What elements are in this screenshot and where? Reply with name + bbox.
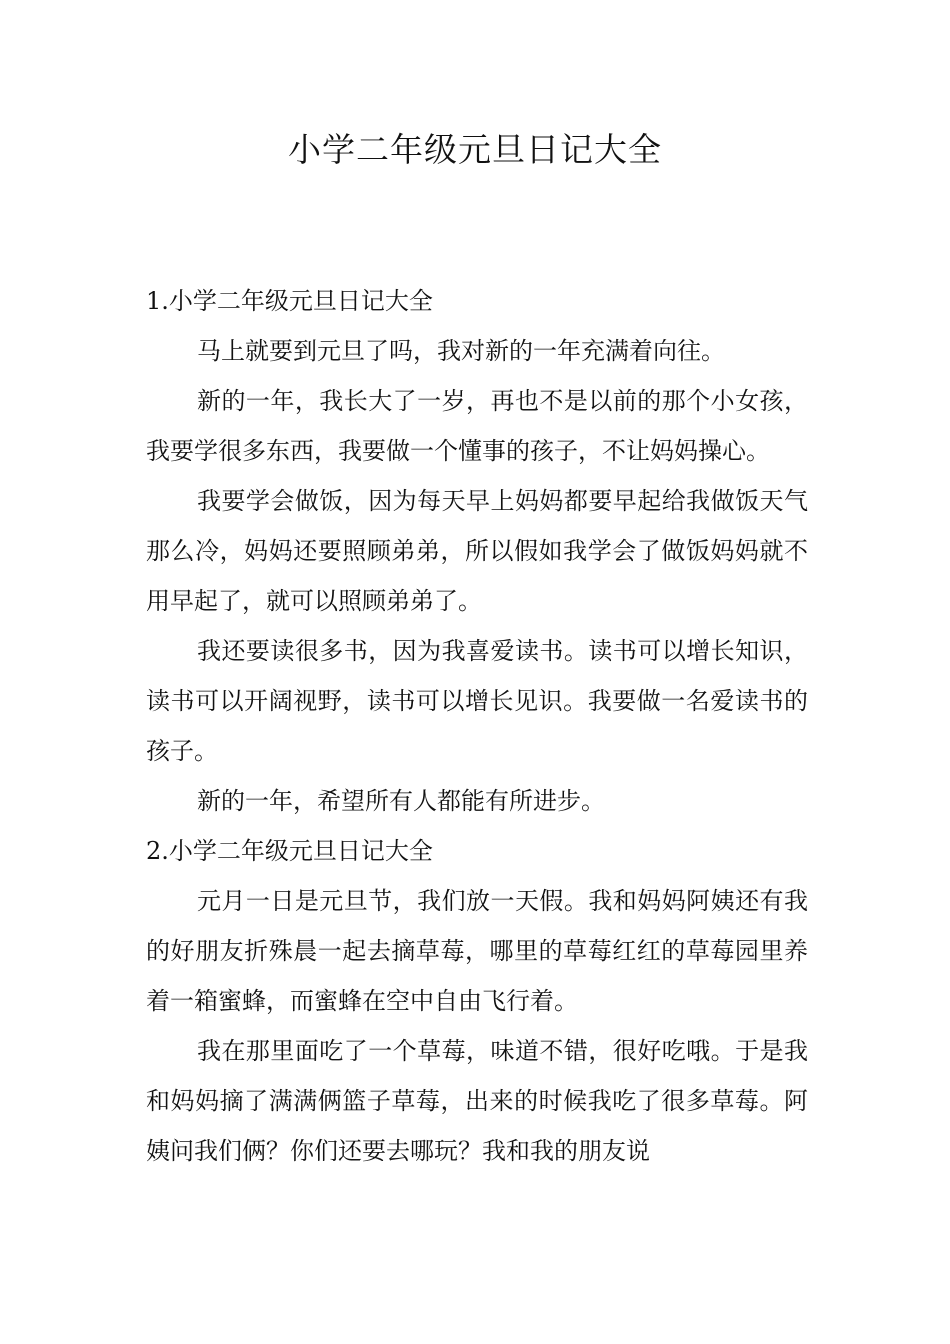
- paragraph: 马上就要到元旦了吗，我对新的一年充满着向往。: [197, 337, 725, 365]
- paragraph: 新的一年，希望所有人都能有所进步。: [197, 787, 605, 815]
- paragraph: 我还要读很多书，因为我喜爱读书。读书可以增长知识，读书可以开阔视野，读书可以增长见识。我要做一名爱读书的孩子。: [146, 637, 808, 765]
- paragraph: 元月一日是元旦节，我们放一天假。我和妈妈阿姨还有我的好朋友折殊晨一起去摘草莓，哪里的草莓红红的草莓园里养着一箱蜜蜂，而蜜蜂在空中自由飞行着。: [146, 887, 808, 1015]
- section-heading-2: 2.小学二年级元旦日记大全: [146, 837, 433, 865]
- paragraph: 新的一年，我长大了一岁，再也不是以前的那个小女孩，我要学很多东西，我要做一个懂事的孩子，不让妈妈操心。: [146, 387, 808, 465]
- paragraph: 我在那里面吃了一个草莓，味道不错，很好吃哦。于是我和妈妈摘了满满俩篮子草莓，出来的时候我吃了很多草莓。阿姨问我们俩？你们还要去哪玩？我和我的朋友说: [146, 1037, 808, 1165]
- document-body: [146, 276, 808, 1176]
- section-heading-1: 1.小学二年级元旦日记大全: [146, 287, 433, 315]
- paragraph: 我要学会做饭，因为每天早上妈妈都要早起给我做饭天气那么冷，妈妈还要照顾弟弟，所以假如我学会了做饭妈妈就不用早起了，就可以照顾弟弟了。: [146, 487, 808, 615]
- page-title: 小学二年级元旦日记大全: [288, 130, 662, 169]
